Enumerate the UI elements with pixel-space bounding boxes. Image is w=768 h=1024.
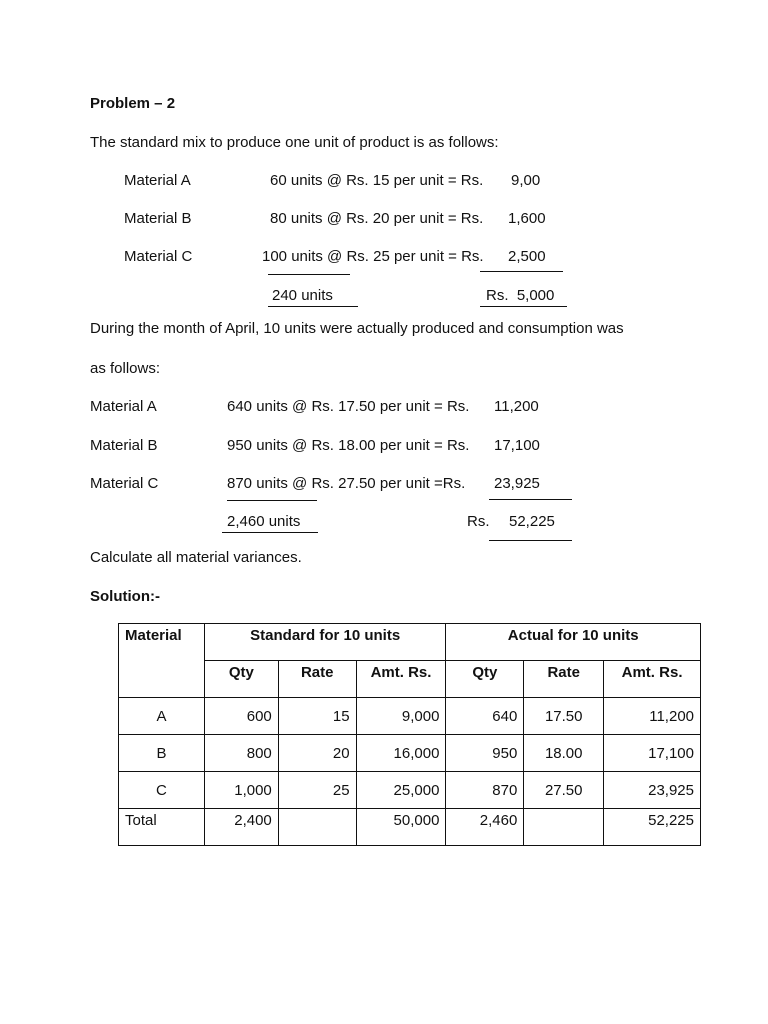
solution-table	[118, 623, 701, 846]
cell-std-amt: 25,000	[356, 772, 446, 809]
header-standard: Standard for 10 units	[204, 624, 446, 661]
cell-std-rate: 25	[278, 772, 356, 809]
table-row	[119, 698, 701, 735]
table-row	[119, 735, 701, 772]
cell-act-qty: 870	[446, 772, 524, 809]
task-text: Calculate all material variances.	[90, 549, 302, 566]
cell-std-qty: 1,000	[204, 772, 278, 809]
subheader-act-qty: Qty	[446, 661, 524, 698]
subheader-std-amt: Amt. Rs.	[356, 661, 446, 698]
subheader-act-rate: Rate	[524, 661, 604, 698]
std-detail-b: 80 units @ Rs. 20 per unit = Rs.	[270, 210, 484, 227]
header-material: Material	[119, 624, 205, 698]
header-actual: Actual for 10 units	[446, 624, 701, 661]
cell-act-amt: 17,100	[604, 735, 701, 772]
cell-std-amt: 16,000	[356, 735, 446, 772]
solution-label: Solution:-	[90, 588, 160, 605]
cell-act-rate: 17.50	[524, 698, 604, 735]
act-units-rule	[227, 500, 317, 501]
cell-std-rate: 20	[278, 735, 356, 772]
act-amount-rule	[489, 499, 572, 500]
cell-total-std-qty: 2,400	[204, 809, 278, 846]
table-subheader-row	[119, 661, 701, 698]
std-amount-rule	[480, 271, 563, 272]
std-detail-c: 100 units @ Rs. 25 per unit = Rs.	[262, 248, 484, 265]
intro-text: The standard mix to produce one unit of product is as follows:	[90, 134, 499, 151]
cell-std-rate: 15	[278, 698, 356, 735]
act-total-units: 2,460 units	[227, 513, 301, 530]
std-amount-a: 9,00	[511, 172, 541, 189]
subheader-std-rate: Rate	[278, 661, 356, 698]
std-material-b: Material B	[124, 210, 192, 227]
act-material-c: Material C	[90, 475, 159, 492]
actual-intro-line1: During the month of April, 10 units were actually produced and consumption was	[90, 320, 624, 337]
cell-act-amt: 23,925	[604, 772, 701, 809]
act-amount-a: 11,200	[494, 398, 539, 415]
cell-total-act-qty: 2,460	[446, 809, 524, 846]
cell-material: A	[119, 698, 205, 735]
subheader-std-qty: Qty	[204, 661, 278, 698]
cell-std-qty: 800	[204, 735, 278, 772]
cell-total-std-amt: 50,000	[356, 809, 446, 846]
std-total-amount: Rs. 5,000	[486, 287, 555, 304]
cell-total-act-rate	[524, 809, 604, 846]
act-amount-b: 17,100	[494, 437, 540, 454]
act-detail-a: 640 units @ Rs. 17.50 per unit = Rs.	[227, 398, 470, 415]
cell-total-label: Total	[119, 809, 205, 846]
cell-material: B	[119, 735, 205, 772]
cell-total-std-rate	[278, 809, 356, 846]
act-material-a: Material A	[90, 398, 157, 415]
cell-act-rate: 27.50	[524, 772, 604, 809]
cell-act-qty: 950	[446, 735, 524, 772]
act-total-rs: Rs.	[467, 513, 490, 530]
actual-intro-line2: as follows:	[90, 360, 161, 377]
table-header-row	[119, 624, 701, 661]
act-material-b: Material B	[90, 437, 158, 454]
cell-act-amt: 11,200	[604, 698, 701, 735]
problem-title: Problem – 2	[90, 95, 176, 112]
cell-total-act-amt: 52,225	[604, 809, 701, 846]
std-material-a: Material A	[124, 172, 191, 189]
act-units-underline	[222, 532, 318, 533]
act-amount-underline	[489, 540, 572, 541]
std-material-c: Material C	[124, 248, 193, 265]
cell-act-rate: 18.00	[524, 735, 604, 772]
table-total-row	[119, 809, 701, 846]
act-amount-c: 23,925	[494, 475, 540, 492]
cell-act-qty: 640	[446, 698, 524, 735]
subheader-act-amt: Amt. Rs.	[604, 661, 701, 698]
cell-std-qty: 600	[204, 698, 278, 735]
std-units-rule	[268, 274, 350, 275]
act-detail-c: 870 units @ Rs. 27.50 per unit =Rs.	[227, 475, 466, 492]
cell-std-amt: 9,000	[356, 698, 446, 735]
act-total-amount: 52,225	[509, 513, 555, 530]
table-row	[119, 772, 701, 809]
std-units-underline	[268, 306, 358, 307]
std-amount-c: 2,500	[508, 248, 546, 265]
std-amount-b: 1,600	[508, 210, 546, 227]
std-total-units: 240 units	[272, 287, 333, 304]
cell-material: C	[119, 772, 205, 809]
act-detail-b: 950 units @ Rs. 18.00 per unit = Rs.	[227, 437, 470, 454]
std-detail-a: 60 units @ Rs. 15 per unit = Rs.	[270, 172, 484, 189]
std-amount-underline	[480, 306, 567, 307]
